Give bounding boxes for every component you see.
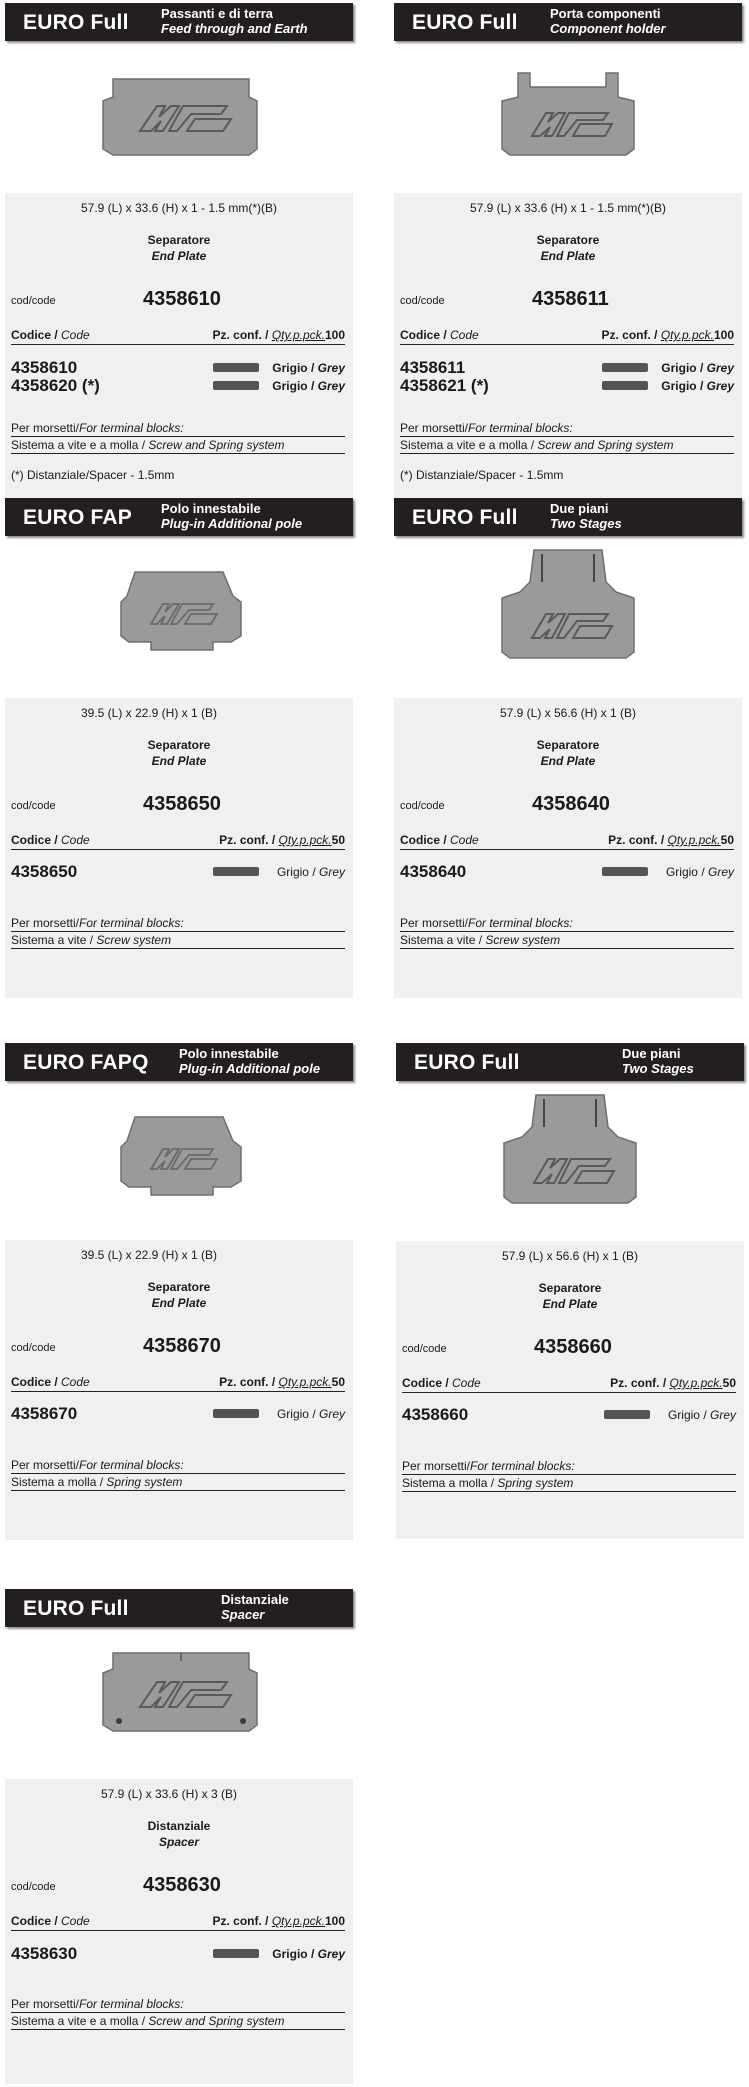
table-row [11,1404,345,1424]
system-type: Sistema a molla / Spring system [11,1475,345,1491]
table-header [11,328,345,345]
grey-swatch [213,1409,259,1418]
system-type: Sistema a molla / Spring system [402,1476,736,1492]
card-header [5,1589,353,1627]
spec-panel [5,1779,353,2084]
table-row [11,1944,345,1964]
product-type-it: Separatore [147,1280,211,1294]
subtitle-it: Porta componenti [550,6,661,21]
product-type-it: Distanziale [147,1819,211,1833]
spacer-note: (*) Distanziale/Spacer - 1.5mm [11,468,175,482]
table-header [400,833,734,850]
row-code: 4358640 [400,862,467,881]
table-header [11,1914,345,1931]
table-row [400,376,734,396]
dimensions: 57.9 (L) x 56.6 (H) x 1 (B) [499,706,637,720]
qty-value: 100 [324,328,345,342]
terminal-blocks-label: Per morsetti/For terminal blocks: [400,421,734,437]
table-header [402,1376,736,1393]
qty-value: 50 [720,833,734,847]
codice-label: Codice / [400,833,451,847]
qty-label: Qty.p.pck. [271,328,325,342]
main-code: 4358660 [534,1336,612,1358]
qty-value: 50 [722,1376,736,1390]
table-row [11,862,345,882]
product-type-en: End Plate [151,754,207,768]
row-code: 4358621 (*) [400,376,489,395]
terminal-blocks-label: Per morsetti/For terminal blocks: [11,1458,345,1474]
spec-panel [394,193,742,498]
pz-label: Pz. conf. / [601,328,661,342]
main-code: 4358670 [143,1335,221,1357]
series-name: EURO Full [23,11,129,34]
card-header [394,498,742,536]
subtitle-en: Spacer [221,1607,265,1622]
grey-swatch [604,1410,650,1419]
grey-swatch [602,381,648,390]
product-card-4358650 [5,498,353,998]
terminal-blocks-label: Per morsetti/For terminal blocks: [11,916,345,932]
main-code: 4358610 [143,288,221,310]
subtitle-it: Distanziale [221,1592,289,1607]
terminal-blocks-label: Per morsetti/For terminal blocks: [402,1459,736,1475]
grey-swatch [602,363,648,372]
product-card-4358670 [5,1043,353,1543]
spec-panel [394,698,742,998]
qty-label: Qty.p.pck. [667,833,721,847]
qty-label: Qty.p.pck. [660,328,714,342]
system-type: Sistema a vite e a molla / Screw and Spring system [11,438,345,454]
product-type-en: End Plate [151,1296,207,1310]
subtitle-it: Polo innestabile [161,501,261,516]
row-code: 4358630 [11,1944,78,1963]
product-type-en: End Plate [540,754,596,768]
code-label: Code [450,328,479,342]
cod-label: cod/code [11,800,56,812]
subtitle-en: Two Stages [550,516,622,531]
dimensions: 39.5 (L) x 22.9 (H) x 1 (B) [80,706,218,720]
color-name: Grigio / Grey [661,361,734,375]
series-name: EURO Full [412,11,518,34]
qty-label: Qty.p.pck. [271,1914,325,1928]
pz-label: Pz. conf. / [219,1375,279,1389]
qty-value: 100 [324,1914,345,1928]
grey-swatch [602,867,648,876]
table-header [11,1375,345,1392]
product-type-en: End Plate [540,249,596,263]
grey-swatch [213,867,259,876]
table-row [11,376,345,396]
terminal-blocks-label: Per morsetti/For terminal blocks: [400,916,734,932]
plug-in-pole-image [5,558,353,688]
main-code: 4358630 [143,1874,221,1896]
pz-label: Pz. conf. / [212,328,272,342]
pz-label: Pz. conf. / [608,833,668,847]
main-code: 4358611 [532,288,609,310]
product-type-it: Separatore [147,738,211,752]
code-label: Code [61,833,90,847]
cod-label: cod/code [400,800,445,812]
cod-label: cod/code [11,1881,56,1893]
color-name: Grigio / Grey [276,1407,345,1421]
component-holder-image [394,51,742,181]
system-type: Sistema a vite / Screw system [11,933,345,949]
system-type: Sistema a vite e a molla / Screw and Spring system [400,438,734,454]
subtitle-it: Polo innestabile [179,1046,279,1061]
series-name: EURO Full [414,1051,520,1074]
color-name: Grigio / Grey [276,865,345,879]
table-row [402,1405,736,1425]
qty-label: Qty.p.pck. [278,1375,332,1389]
dimensions: 39.5 (L) x 22.9 (H) x 1 (B) [80,1248,218,1262]
spec-panel [5,698,353,998]
product-card-4358630 [5,1589,353,2084]
row-code: 4358660 [402,1405,469,1424]
product-type-it: Separatore [536,738,600,752]
codice-label: Codice / [11,833,62,847]
grey-swatch [213,1949,259,1958]
row-code: 4358650 [11,862,78,881]
color-name: Grigio / Grey [665,865,734,879]
codice-label: Codice / [400,328,451,342]
codice-label: Codice / [11,1914,62,1928]
code-label: Code [61,1914,90,1928]
terminal-blocks-label: Per morsetti/For terminal blocks: [11,421,345,437]
codice-label: Codice / [11,1375,62,1389]
system-type: Sistema a vite / Screw system [400,933,734,949]
pz-label: Pz. conf. / [212,1914,272,1928]
two-stages-image [396,1087,744,1237]
subtitle-it: Due piani [622,1046,681,1061]
subtitle-it: Due piani [550,501,609,516]
grey-swatch [213,381,259,390]
qty-value: 50 [331,833,345,847]
system-type: Sistema a vite e a molla / Screw and Spring system [11,2014,345,2030]
product-type-it: Separatore [536,233,600,247]
product-type-en: End Plate [542,1297,598,1311]
series-name: EURO FAPQ [23,1051,149,1074]
product-type-en: End Plate [151,249,207,263]
product-type-it: Separatore [538,1281,602,1295]
row-code: 4358611 [400,358,466,377]
spacer-note: (*) Distanziale/Spacer - 1.5mm [400,468,564,482]
spacer-image [5,1637,353,1767]
qty-label: Qty.p.pck. [669,1376,723,1390]
main-code: 4358640 [532,793,610,815]
color-name: Grigio / Grey [661,379,734,393]
grey-swatch [213,363,259,372]
dimensions: 57.9 (L) x 33.6 (H) x 3 (B) [100,1787,238,1801]
dimensions: 57.9 (L) x 33.6 (H) x 1 - 1.5 mm(*)(B) [469,201,667,215]
subtitle-en: Feed through and Earth [161,21,308,36]
card-header [5,498,353,536]
table-row [400,358,734,378]
row-code: 4358620 (*) [11,376,100,395]
subtitle-en: Two Stages [622,1061,694,1076]
code-label: Code [61,328,90,342]
subtitle-en: Plug-in Additional pole [161,516,303,531]
card-header [396,1043,744,1081]
subtitle-en: Component holder [550,21,666,36]
card-header [5,1043,353,1081]
card-header [394,3,742,41]
card-header [5,3,353,41]
cod-label: cod/code [402,1343,447,1355]
product-card-4358660 [396,1043,744,1543]
dimensions: 57.9 (L) x 56.6 (H) x 1 (B) [501,1249,639,1263]
spec-panel [396,1241,744,1539]
qty-value: 50 [331,1375,345,1389]
terminal-blocks-label: Per morsetti/For terminal blocks: [11,1997,345,2013]
code-label: Code [450,833,479,847]
series-name: EURO Full [412,506,518,529]
table-header [400,328,734,345]
subtitle-en: Plug-in Additional pole [179,1061,321,1076]
color-name: Grigio / Grey [272,361,345,375]
row-code: 4358670 [11,1404,78,1423]
qty-value: 100 [713,328,734,342]
product-card-4358611 [394,3,742,498]
pz-label: Pz. conf. / [219,833,279,847]
dimensions: 57.9 (L) x 33.6 (H) x 1 - 1.5 mm(*)(B) [80,201,278,215]
color-name: Grigio / Grey [272,1947,345,1961]
cod-label: cod/code [11,295,56,307]
two-stages-image [394,542,742,692]
product-card-4358610 [5,3,353,498]
row-code: 4358610 [11,358,78,377]
color-name: Grigio / Grey [272,379,345,393]
plug-in-pole-image [5,1103,353,1233]
spec-panel [5,193,353,498]
spec-panel [5,1240,353,1540]
table-row [400,862,734,882]
product-card-4358640 [394,498,742,998]
code-label: Code [452,1376,481,1390]
codice-label: Codice / [402,1376,453,1390]
table-row [11,358,345,378]
code-label: Code [61,1375,90,1389]
qty-label: Qty.p.pck. [278,833,332,847]
cod-label: cod/code [11,1342,56,1354]
codice-label: Codice / [11,328,62,342]
color-name: Grigio / Grey [667,1408,736,1422]
series-name: EURO FAP [23,506,132,529]
pz-label: Pz. conf. / [610,1376,670,1390]
series-name: EURO Full [23,1597,129,1620]
cod-label: cod/code [400,295,445,307]
table-header [11,833,345,850]
main-code: 4358650 [143,793,221,815]
end-plate-image [5,51,353,181]
product-type-it: Separatore [147,233,211,247]
subtitle-it: Passanti e di terra [161,6,273,21]
product-type-en: Spacer [158,1835,200,1849]
